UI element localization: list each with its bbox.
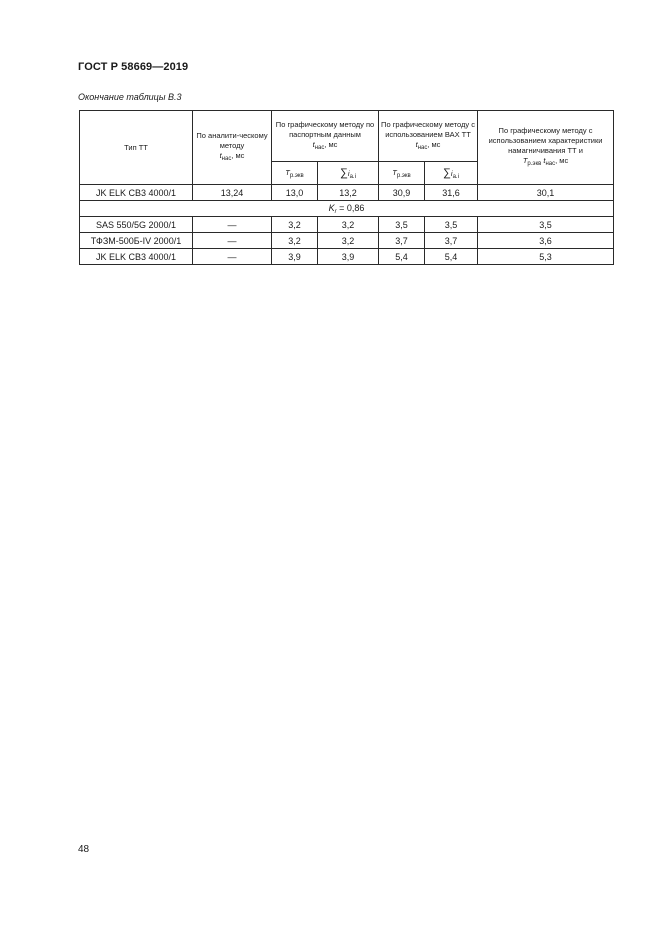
table-cell: 3,2 bbox=[272, 233, 318, 249]
header-magnetization: По графическому методу с использованием характеристики намагничивания ТТ и $T_{р.экв}$ $t_{нас}$, мс bbox=[478, 111, 614, 185]
table-cell: 13,2 bbox=[318, 185, 379, 201]
table-cell: 3,2 bbox=[318, 217, 379, 233]
table-cell: 5,4 bbox=[379, 249, 425, 265]
table-cell: 5,3 bbox=[478, 249, 614, 265]
table-cell: SAS 550/5G 2000/1 bbox=[80, 217, 193, 233]
table-cell: 3,9 bbox=[272, 249, 318, 265]
table-cell: 3,7 bbox=[379, 233, 425, 249]
subheader-vax-tr: $T_{р.экв}$ bbox=[379, 162, 425, 185]
separator-row bbox=[80, 201, 614, 217]
table-cell: 13,0 bbox=[272, 185, 318, 201]
table-cell: 5,4 bbox=[425, 249, 478, 265]
table-cell: 30,9 bbox=[379, 185, 425, 201]
header-analytic: По аналити-ческому методу $t_{нас}$, мс bbox=[193, 111, 272, 185]
data-table bbox=[79, 110, 614, 265]
table-row bbox=[80, 217, 614, 233]
table-cell: — bbox=[193, 233, 272, 249]
table-cell: JK ELK CB3 4000/1 bbox=[80, 185, 193, 201]
kr-label: $K_r = 0,86$ bbox=[80, 201, 614, 217]
header-type: Тип ТТ bbox=[80, 111, 193, 185]
document-id: ГОСТ Р 58669—2019 bbox=[78, 61, 189, 73]
table-cell: 3,6 bbox=[478, 233, 614, 249]
table-cell: 3,2 bbox=[318, 233, 379, 249]
table-cell: 3,5 bbox=[425, 217, 478, 233]
table-cell: — bbox=[193, 217, 272, 233]
table-cell: — bbox=[193, 249, 272, 265]
table-cell: 3,7 bbox=[425, 233, 478, 249]
table-cell: 3,5 bbox=[478, 217, 614, 233]
subheader-passport-tr: $T_{р.экв}$ bbox=[272, 162, 318, 185]
table-cell: JK ELK CB3 4000/1 bbox=[80, 249, 193, 265]
subheader-passport-sum: $\sum i_{а.i}$ bbox=[318, 162, 379, 185]
subheader-vax-sum: $\sum i_{а.i}$ bbox=[425, 162, 478, 185]
table-cell: 13,24 bbox=[193, 185, 272, 201]
table-cell: 3,9 bbox=[318, 249, 379, 265]
header-vax: По графическому методу с использованием ВАХ ТТ $t_{нас}$, мс bbox=[379, 111, 478, 162]
table-row bbox=[80, 233, 614, 249]
table-row bbox=[80, 185, 614, 201]
table-cell: 3,2 bbox=[272, 217, 318, 233]
table-row bbox=[80, 249, 614, 265]
table-cell: 3,5 bbox=[379, 217, 425, 233]
table-cell: 31,6 bbox=[425, 185, 478, 201]
table-cell: ТФЗМ-500Б-IV 2000/1 bbox=[80, 233, 193, 249]
table-caption: Окончание таблицы В.3 bbox=[78, 92, 182, 102]
page-number: 48 bbox=[78, 844, 90, 855]
table-cell: 30,1 bbox=[478, 185, 614, 201]
header-passport: По графическому методу по паспортным данным $t_{нас}$, мс bbox=[272, 111, 379, 162]
